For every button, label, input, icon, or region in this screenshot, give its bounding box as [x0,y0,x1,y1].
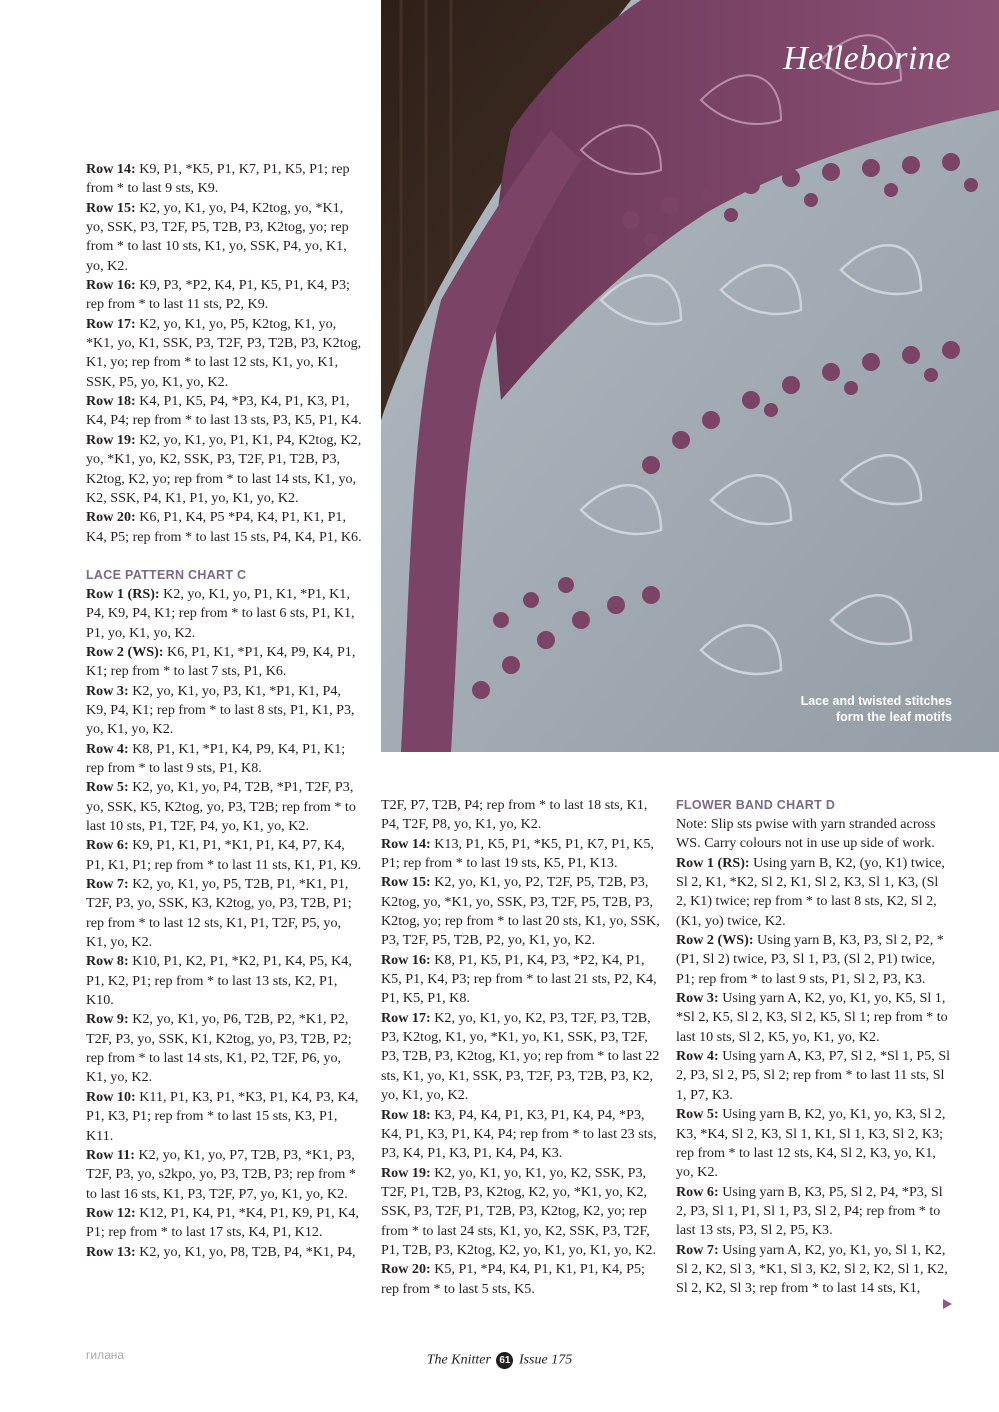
photo-caption: Lace and twisted stitches form the leaf motifs [800,694,952,724]
row-text: K2, yo, K1, yo, K2, P3, T2F, P3, T2B, P3, K2tog, K1, yo, *K1, yo, K1, SSK, P3, T2F, P3, T2B, P3, K2tog, K1, yo; rep from * to last 22 sts, K1, yo, K1, SSK, P3, T2F, P3, T2B, P3, K2, yo, K1, yo, K2. [381,1009,660,1104]
pattern-title: Helleborine [783,40,951,77]
instruction-row [86,276,364,315]
instruction-row [381,1106,662,1164]
shawl-photo [381,0,999,752]
row-text: K3, P4, K4, P1, K3, P1, K4, P4, *P3, K4, P1, K3, P1, K4, P4; rep from * to last 23 sts, P3, K4, P1, K3, P1, K4, P4, K3. [381,1106,657,1162]
instruction-row [86,952,364,1010]
row-label: Row 15: [381,874,431,891]
continued-text: T2F, P7, T2B, P4; rep from * to last 18 sts, K1, P4, T2F, P8, yo, K1, yo, K2. [381,797,648,833]
row-label: Row 15: [86,199,136,216]
instruction-row [381,873,662,950]
shawl-illustration [381,0,999,752]
instruction-row [676,1105,952,1182]
instruction-row [86,1204,364,1243]
column-2 [381,796,662,1299]
row-label: Row 6: [676,1183,719,1200]
row-label: Row 4: [676,1048,719,1065]
row-label: Row 10: [86,1088,136,1105]
row-text: K2, yo, K1, yo, K1, yo, K2, SSK, P3, T2F, P1, T2B, P3, K2tog, K2, yo, *K1, yo, K2, SSK, P3, T2F, P1, T2B, P3, K2tog, K2, yo; rep from * to last 24 sts, K1, yo, K2, SSK, P3, T2F, P1, T2B, P3, K2tog, K2, yo, K1, yo, K1, yo, K2. [381,1164,656,1258]
instruction-row [86,1088,364,1146]
watermark: гилана [86,1348,125,1362]
instruction-row [381,951,662,1009]
instruction-row [381,1164,662,1261]
instruction-row [676,989,952,1047]
chart-note: Note: Slip sts pwise with yarn stranded across WS. Carry colours not in use up side of work. [676,816,936,852]
continue-arrow-icon [943,1299,952,1309]
row-text: K9, P3, *P2, K4, P1, K5, P1, K4, P3; rep from * to last 11 sts, P2, K9. [86,277,350,313]
row-text: K9, P1, K1, P1, *K1, P1, K4, P7, K4, P1, K1, P1; rep from * to last 11 sts, K1, P1, K9. [86,837,362,873]
row-label: Row 14: [381,835,431,852]
instruction-row [676,1183,952,1241]
row-label: Row 9: [86,1011,129,1028]
instruction-row [86,585,364,643]
row-label: Row 16: [86,277,136,294]
instruction-row [86,508,364,547]
row-text: Using yarn B, K2, (yo, K1) twice, Sl 2, K1, *K2, Sl 2, K1, Sl 2, K3, Sl 1, K3, (Sl 2, K1) twice; rep from * to last 8 sts, K2, Sl 2, (K1, yo) twice, K2. [676,854,945,929]
row-text: Using yarn A, K2, yo, K1, yo, Sl 1, K2, Sl 2, K2, Sl 3, *K1, Sl 3, K2, Sl 2, K2, Sl 1, K2, Sl 2, K2, Sl 3; rep from * to last 14 sts, K1, [676,1241,948,1297]
row-label: Row 19: [86,431,136,448]
row-label: Row 19: [381,1164,431,1181]
row-text: K2, yo, K1, yo, P7, T2B, P3, *K1, P3, T2F, P3, yo, s2kpo, yo, P3, T2B, P3; rep from * to last 16 sts, K1, P3, T2F, P7, yo, K1, yo, K2. [86,1146,356,1202]
row-text: K12, P1, K4, P1, *K4, P1, K9, P1, K4, P1; rep from * to last 17 sts, K4, P1, K12. [86,1204,359,1241]
instruction-row [86,160,364,199]
row-label: Row 5: [676,1106,719,1123]
row-label: Row 2 (WS): [86,643,164,660]
magazine-name: The Knitter [426,1352,491,1368]
row-text: K2, yo, K1, yo, P8, T2B, P4, *K1, P4, [135,1243,356,1260]
row-label: Row 11: [86,1146,135,1163]
row-text: K2, yo, K1, yo, P5, K2tog, K1, yo, *K1, yo, K1, SSK, P3, T2F, P3, T2B, P3, K2tog, K1, yo; rep from * to last 12 sts, K1, yo, K1, SSK, P5, yo, K1, yo, K2. [86,315,362,390]
page-footer [0,1352,999,1369]
row-label: Row 5: [86,779,129,796]
row-label: Row 13: [86,1243,136,1260]
row-text: K2, yo, K1, yo, P4, K2tog, yo, *K1, yo, SSK, P3, T2F, P5, T2B, P3, K2tog, yo; rep from * to last 10 sts, K1, yo, SSK, P4, yo, K1, yo, K2. [86,199,349,274]
instruction-row [86,199,364,276]
row-label: Row 14: [86,161,136,177]
instruction-row [676,931,952,989]
instruction-row [86,643,364,682]
instruction-row [676,1241,952,1299]
row-label: Row 18: [381,1106,431,1123]
row-label: Row 3: [86,682,129,699]
instruction-row [86,431,364,508]
row-text: Using yarn B, K3, P5, Sl 2, P4, *P3, Sl 2, P3, Sl 1, P1, Sl 1, P3, Sl 2, P4; rep from * to last 13 sts, P3, Sl 2, P5, K3. [676,1183,943,1239]
instruction-row [86,740,364,779]
instruction-row [381,1260,662,1299]
row-text: Using yarn A, K2, yo, K1, yo, K5, Sl 1, *Sl 2, K5, Sl 2, K3, Sl 2, K5, Sl 1; rep from * to last 10 sts, Sl 2, K5, yo, K1, yo, K2. [676,990,948,1045]
row-text: Using yarn B, K3, P3, Sl 2, P2, *(P1, Sl 2) twice, P3, Sl 1, P3, (Sl 2, P1) twice, P1; rep from * to last 9 sts, P1, Sl 2, P3, K3. [676,932,944,987]
instruction-row [381,1009,662,1106]
row-label: Row 2 (WS): [676,932,754,949]
row-label: Row 17: [86,315,136,332]
row-label: Row 20: [86,509,136,526]
row-label: Row 1 (RS): [676,854,750,871]
row-label: Row 16: [381,951,431,968]
row-text: K2, yo, K1, yo, P2, T2F, P5, T2B, P3, K2tog, yo, *K1, yo, SSK, P3, T2F, P5, T2B, P3, K2tog, yo; rep from * to last 20 sts, K1, yo, SSK, P3, T2F, P5, T2B, P2, yo, K1, yo, K2. [381,874,660,949]
row-text: K2, yo, K1, yo, P6, T2B, P2, *K1, P2, T2F, P3, yo, SSK, K1, K2tog, yo, P3, T2B, P2; rep from * to last 14 sts, K1, P2, T2F, P6, yo, K1, yo, K2. [86,1011,352,1086]
row-text: Using yarn A, K3, P7, Sl 2, *Sl 1, P5, Sl 2, P3, Sl 2, P5, Sl 2; rep from * to last 11 sts, Sl 1, P7, K3. [676,1048,951,1103]
page-number: 61 [496,1352,513,1369]
section-heading: LACE PATTERN CHART C [86,567,247,582]
row-text: K4, P1, K5, P4, *P3, K4, P1, K3, P1, K4, P4; rep from * to last 13 sts, P3, K5, P1, K4. [86,393,362,429]
row-label: Row 7: [86,876,129,893]
row-label: Row 17: [381,1009,431,1026]
column-3 [676,796,952,1299]
instruction-row [86,682,364,740]
row-text: K2, yo, K1, yo, P3, K1, *P1, K1, P4, K9, P4, K1; rep from * to last 8 sts, P1, K1, P3, yo, K1, yo, K2. [86,682,355,738]
row-text: K6, P1, K1, *P1, K4, P9, K4, P1, K1; rep from * to last 7 sts, P1, K6. [86,643,356,680]
row-text: K2, yo, K1, yo, P4, T2B, *P1, T2F, P3, yo, SSK, K5, K2tog, yo, P3, T2B; rep from * to last 10 sts, P1, T2F, P4, yo, K1, yo, K2. [86,779,356,834]
row-label: Row 8: [86,953,129,970]
row-label: Row 18: [86,393,136,410]
row-label: Row 1 (RS): [86,585,160,602]
instruction-row [86,836,364,875]
section-heading: FLOWER BAND CHART D [676,798,836,812]
row-label: Row 12: [86,1204,136,1221]
row-label: Row 4: [86,740,129,757]
row-text: K6, P1, K4, P5 *P4, K4, P1, K1, P1, K4, P5; rep from * to last 15 sts, P4, K4, P1, K6. [86,509,362,545]
row-text: Using yarn B, K2, yo, K1, yo, K3, Sl 2, K3, *K4, Sl 2, K3, Sl 1, K1, Sl 1, K3, Sl 2, K3; rep from * to last 12 sts, K4, Sl 2, K3, yo, K1, yo, K2. [676,1106,946,1181]
instruction-row [86,1146,364,1204]
instruction-row [676,854,952,931]
row-text: K2, yo, K1, yo, P5, T2B, P1, *K1, P1, T2F, P3, yo, SSK, K3, K2tog, yo, P3, T2B, P1; rep from * to last 12 sts, K1, P1, T2F, P5, yo, K1, yo, K2. [86,876,352,951]
row-text: K2, yo, K1, yo, P1, K1, *P1, K1, P4, K9, P4, K1; rep from * to last 6 sts, P1, K1, P1, yo, K1, yo, K2. [86,585,355,641]
instruction-row [86,875,364,952]
row-text: K10, P1, K2, P1, *K2, P1, K4, P5, K4, P1, K2, P1; rep from * to last 13 sts, K2, P1, K10. [86,953,352,1009]
row-label: Row 3: [676,990,719,1007]
row-text: K5, P1, *P4, K4, P1, K1, P1, K4, P5; rep from * to last 5 sts, K5. [381,1261,645,1297]
row-text: K8, P1, K5, P1, K4, P3, *P2, K4, P1, K5, P1, K4, P3; rep from * to last 21 sts, P2, K4, P1, K5, P1, K8. [381,951,657,1007]
instruction-row [381,835,662,874]
issue-number: Issue 175 [518,1352,573,1368]
row-label: Row 20: [381,1261,431,1278]
row-text: K13, P1, K5, P1, *K5, P1, K7, P1, K5, P1; rep from * to last 19 sts, K5, P1, K13. [381,835,654,872]
row-text: K8, P1, K1, *P1, K4, P9, K4, P1, K1; rep from * to last 9 sts, P1, K8. [86,740,346,776]
instruction-row [86,778,364,836]
column-1 [86,160,364,1262]
instruction-row [86,1010,364,1087]
instruction-row [676,1047,952,1105]
instruction-row [86,392,364,431]
instruction-row [86,315,364,392]
row-label: Row 7: [676,1241,719,1258]
instruction-row [86,1243,364,1262]
row-text: K11, P1, K3, P1, *K3, P1, K4, P3, K4, P1, K3, P1; rep from * to last 15 sts, K3, P1, K11. [86,1088,359,1144]
row-text: K2, yo, K1, yo, P1, K1, P4, K2tog, K2, yo, *K1, yo, K2, SSK, P3, T2F, P1, T2B, P3, K2tog, K2, yo; rep from * to last 14 sts, K1, yo, K2, SSK, P4, K1, P1, yo, K1, yo, K2. [86,431,362,506]
row-text: K9, P1, *K5, P1, K7, P1, K5, P1; rep from * to last 9 sts, K9. [86,161,350,197]
row-label: Row 6: [86,837,129,854]
